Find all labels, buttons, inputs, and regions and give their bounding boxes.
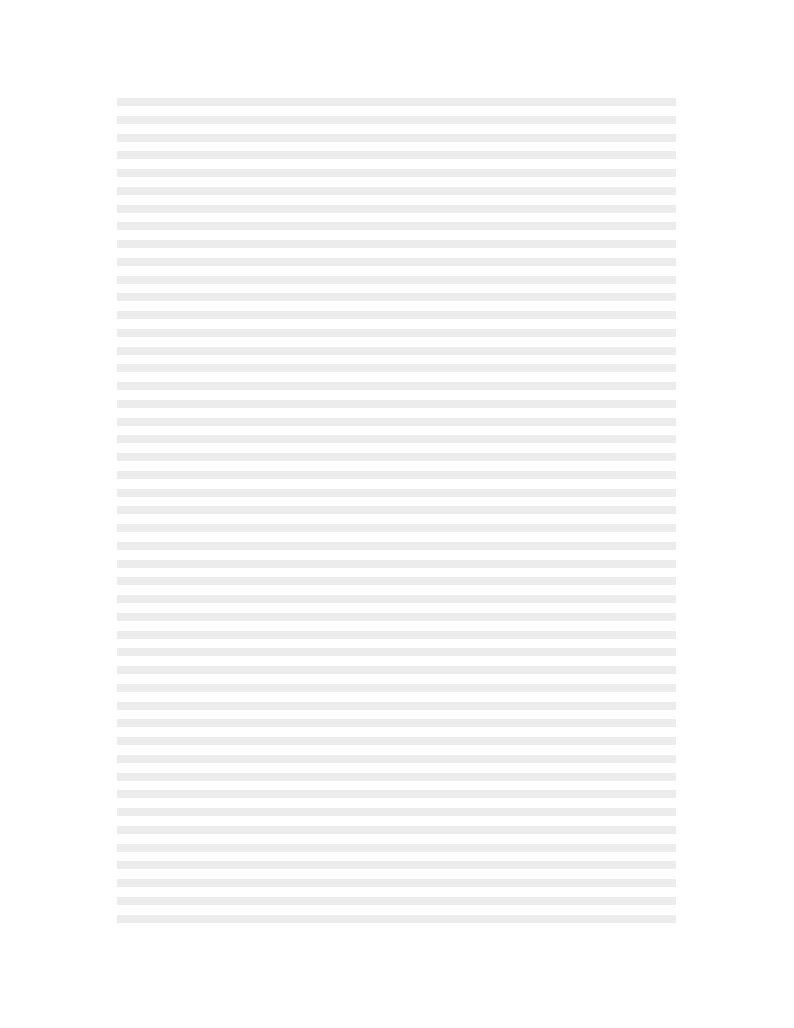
text-line	[117, 236, 676, 251]
text-line	[117, 254, 676, 269]
text-line	[117, 218, 676, 233]
text-line	[117, 467, 676, 482]
text-line	[117, 94, 676, 109]
text-line	[117, 325, 676, 340]
text-line	[117, 396, 676, 411]
text-line	[117, 538, 676, 553]
text-line	[117, 378, 676, 393]
text-line	[117, 662, 676, 677]
text-line	[117, 733, 676, 748]
text-line	[117, 609, 676, 624]
text-line	[117, 449, 676, 464]
body-text	[117, 94, 676, 928]
text-line	[117, 680, 676, 695]
text-line	[117, 183, 676, 198]
text-line	[117, 786, 676, 801]
text-line	[117, 502, 676, 517]
text-line	[117, 272, 676, 287]
text-line	[117, 201, 676, 216]
text-line	[117, 751, 676, 766]
text-line	[117, 165, 676, 180]
text-line	[117, 556, 676, 571]
text-line	[117, 431, 676, 446]
text-line	[117, 840, 676, 855]
text-line	[117, 591, 676, 606]
text-line	[117, 822, 676, 837]
text-line	[117, 875, 676, 890]
text-line	[117, 893, 676, 908]
text-line	[117, 573, 676, 588]
text-line	[117, 307, 676, 322]
text-line	[117, 769, 676, 784]
text-line	[117, 911, 676, 926]
text-line	[117, 360, 676, 375]
text-line	[117, 414, 676, 429]
text-line	[117, 715, 676, 730]
text-line	[117, 520, 676, 535]
text-line	[117, 343, 676, 358]
text-line	[117, 289, 676, 304]
text-line	[117, 112, 676, 127]
text-line	[117, 804, 676, 819]
text-line	[117, 857, 676, 872]
text-line	[117, 147, 676, 162]
text-line	[117, 130, 676, 145]
text-line	[117, 627, 676, 642]
text-line	[117, 698, 676, 713]
text-line	[117, 644, 676, 659]
text-line	[117, 485, 676, 500]
